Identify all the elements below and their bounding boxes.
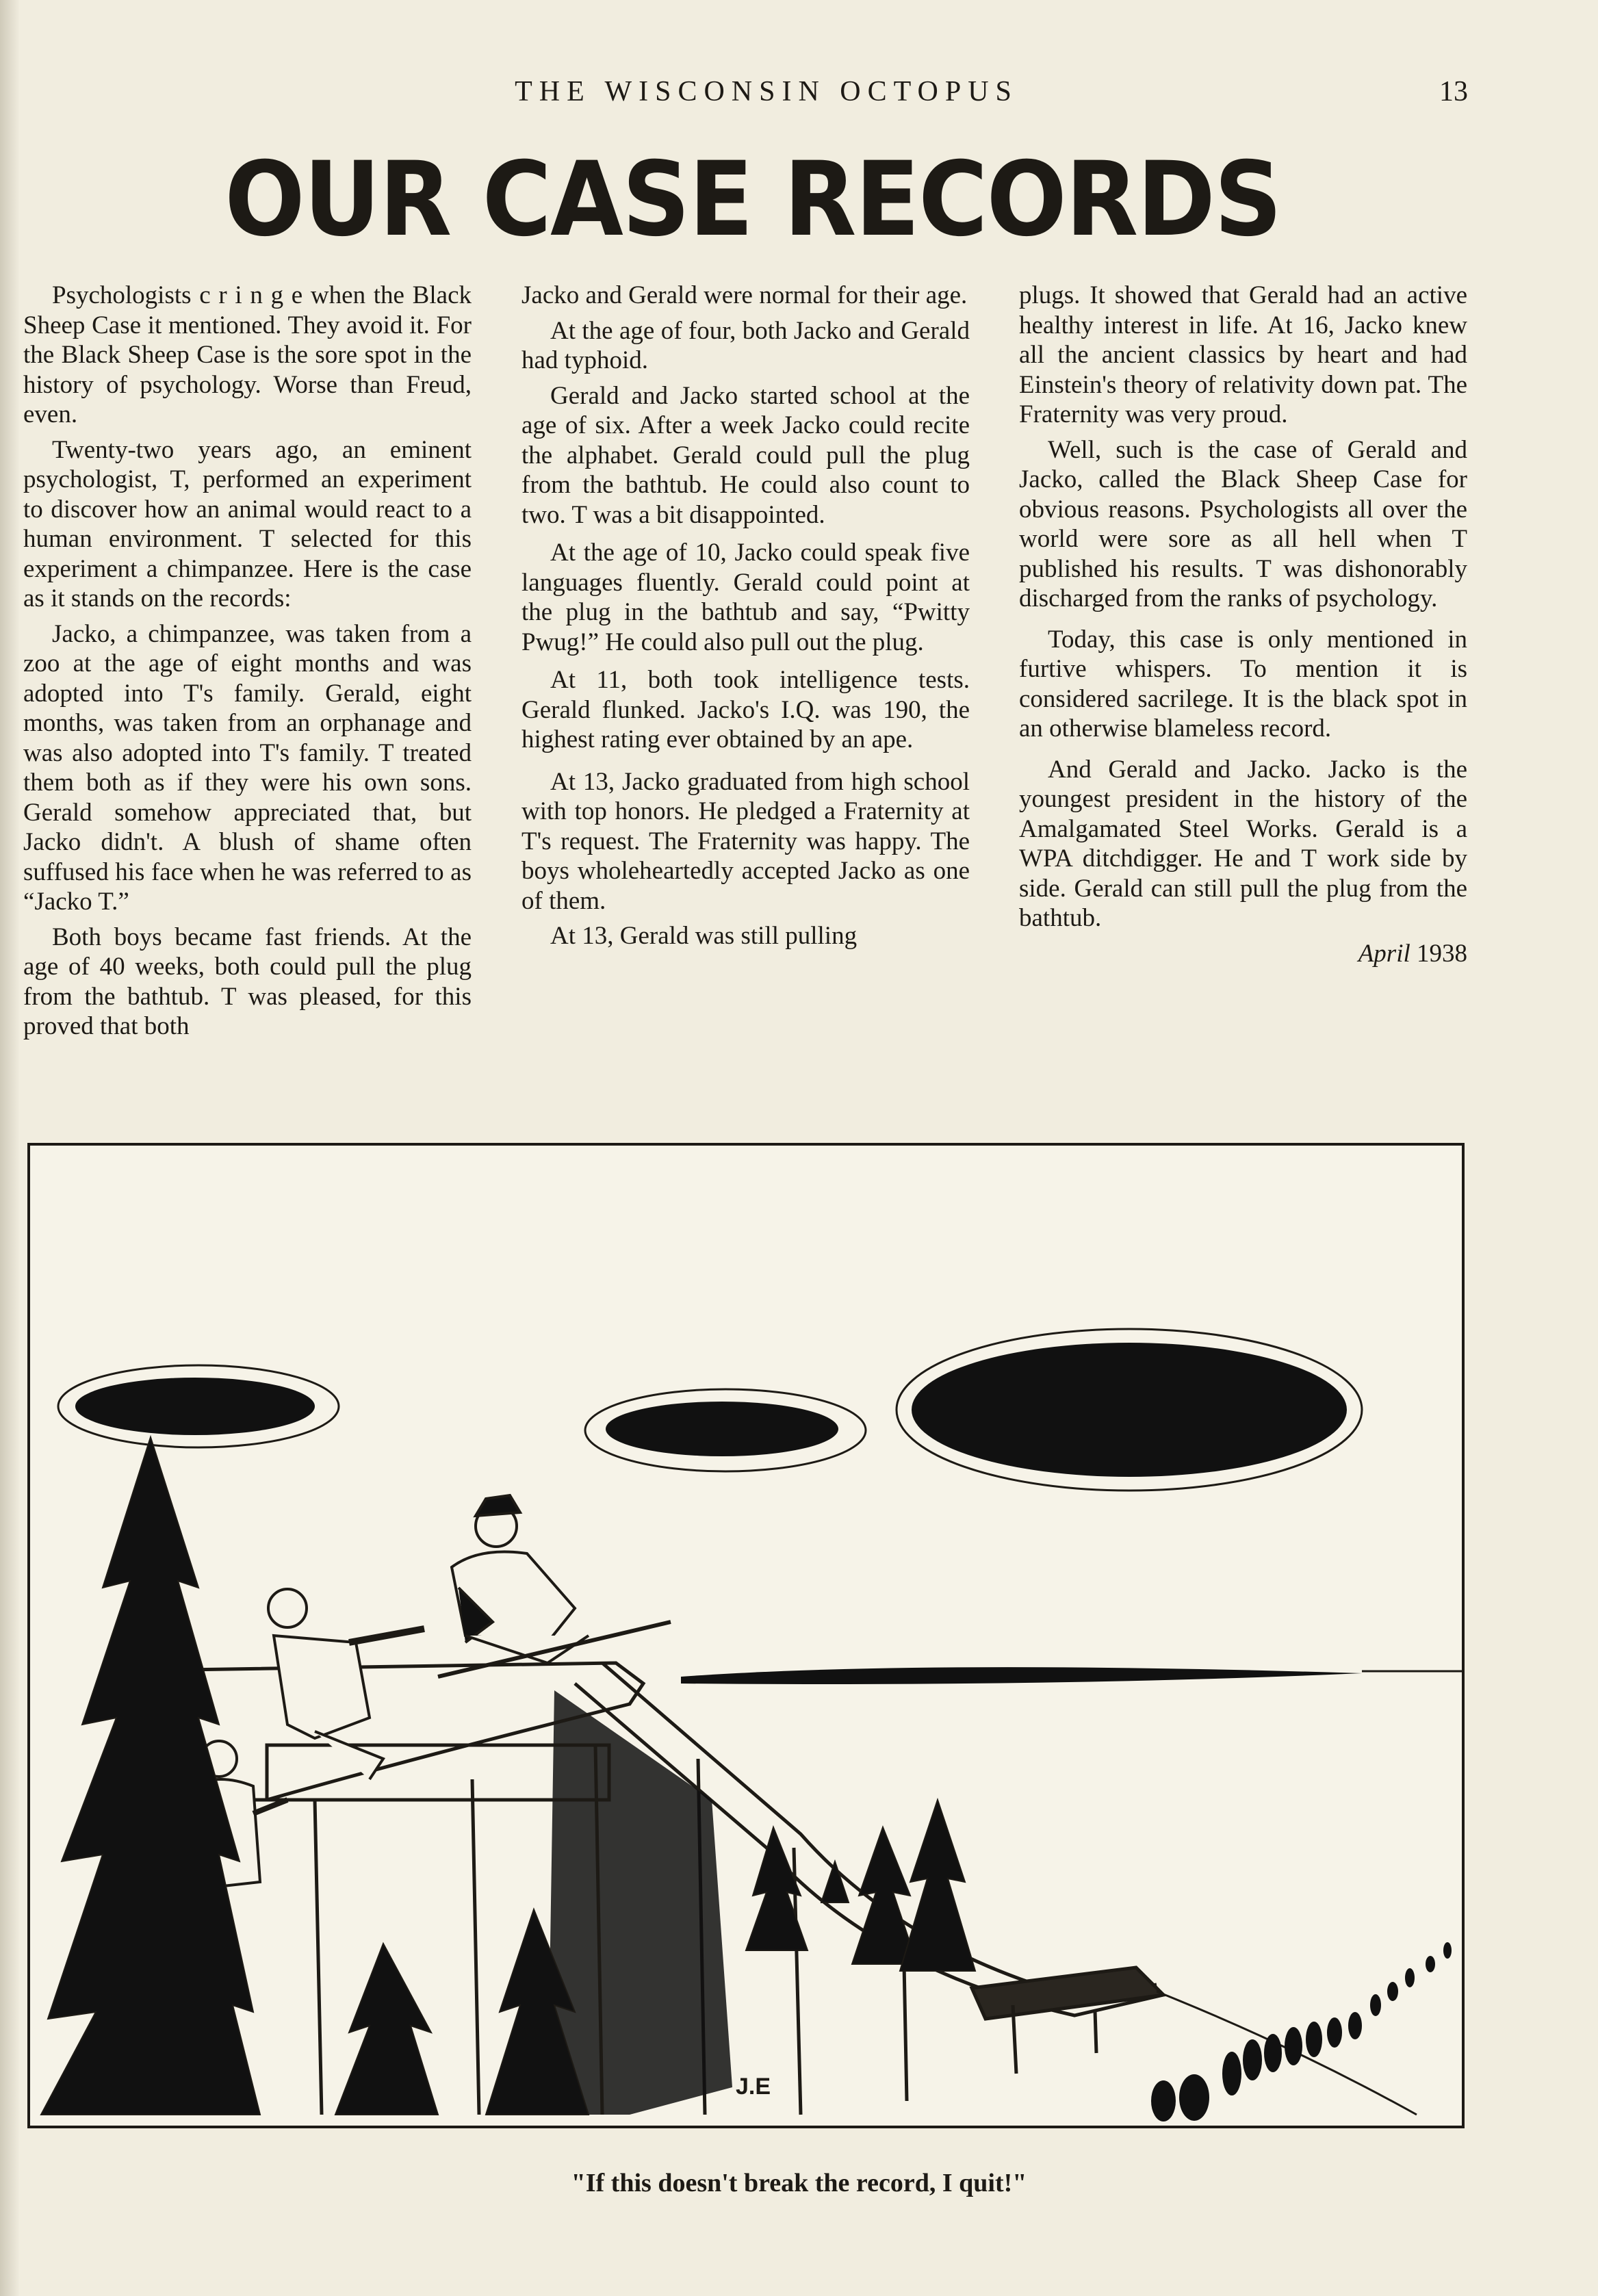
paragraph: At the age of 10, Jacko could speak five languages fluently. Gerald could point at the plug in the bathtub and say, “Pwitty Pwug!” He could also pull out the plug. xyxy=(521,539,970,656)
paragraph: plugs. It showed that Gerald had an active healthy interest in life. At 16, Jacko knew all the ancient classics by heart and had Einstein's theory of relativity down pat. The Fraternity was very proud. xyxy=(1019,281,1467,428)
paragraph: Jacko, a chimpanzee, was taken from a zoo at the age of eight months and was adopted into T's family. Gerald, eight months, was taken from an orphanage and was also adopted into T's family. T treated them both as if they were his own sons. Gerald somehow appreciated that, but Jacko didn't. A blush of shame often suffused his face when he was referred to as “Jacko T.” xyxy=(23,619,472,916)
article-column-1 xyxy=(23,281,472,1047)
page-number: 13 xyxy=(1439,76,1468,107)
paragraph: At the age of four, both Jacko and Gerald had typhoid. xyxy=(521,316,970,374)
article-column-2 xyxy=(521,281,970,957)
paragraph: Twenty-two years ago, an eminent psychologist, T, performed an experiment to discover how an animal would react to a human environment. T selected for this experiment a chimpanzee. Here is the case as it stands on the records: xyxy=(23,435,472,612)
page-gutter-shadow xyxy=(0,0,19,2296)
paragraph: Psychologists c r i n g e when the Black Sheep Case it mentioned. They avoid it. For the Black Sheep Case is the sore spot in the history of psychology. Worse than Freud, even. xyxy=(23,281,472,428)
article-title: OUR CASE RECORDS xyxy=(224,140,1281,259)
date-year: 1938 xyxy=(1417,939,1467,968)
running-head: THE WISCONSIN OCTOPUS xyxy=(515,76,1018,107)
ski-jump-cartoon xyxy=(27,1143,1465,2128)
paragraph: At 13, Gerald was still pulling xyxy=(550,922,858,950)
article-column-3 xyxy=(1019,281,1467,968)
paragraph: Both boys became fast friends. At the age of 40 weeks, both could pull the plug from the bathtub. T was pleased, for this proved that both xyxy=(23,923,472,1040)
paragraph: At 13, Jacko graduated from high school with top honors. He pledged a Fraternity at T's request. The Fraternity was happy. The boys wholeheartedly accepted Jacko as one of them. xyxy=(521,767,970,915)
article-date xyxy=(1019,939,1467,969)
paragraph: Jacko and Gerald were normal for their age. xyxy=(521,281,968,309)
paragraph: And Gerald and Jacko. Jacko is the youngest president in the history of the Amalgamated Steel Works. Gerald is a WPA ditchdigger. He and T work side by side. Gerald can still pull the plug from the bathtub. xyxy=(1019,755,1467,932)
date-month: April xyxy=(1358,939,1410,968)
artist-signature: J.E xyxy=(736,2074,771,2100)
paragraph: Today, this case is only mentioned in furtive whispers. To mention it is considered sacrilege. It is the black spot in an otherwise blameless record. xyxy=(1019,625,1467,743)
article-body xyxy=(23,281,1467,1095)
paragraph: Gerald and Jacko started school at the age of six. After a week Jacko could recite the alphabet. Gerald could pull the plug from the bathtub. He could also count to two. T was a bit disappointed. xyxy=(521,381,970,529)
cartoon-caption: "If this doesn't break the record, I quit!" xyxy=(571,2169,1027,2197)
paragraph: At 11, both took intelligence tests. Gerald flunked. Jacko's I.Q. was 190, the highest rating ever obtained by an ape. xyxy=(521,666,970,753)
paragraph: Well, such is the case of Gerald and Jacko, called the Black Sheep Case for obvious reasons. Psychologists all over the world were sore as all hell when T published his results. T was dishonorably discharged from the ranks of psychology. xyxy=(1019,435,1467,612)
